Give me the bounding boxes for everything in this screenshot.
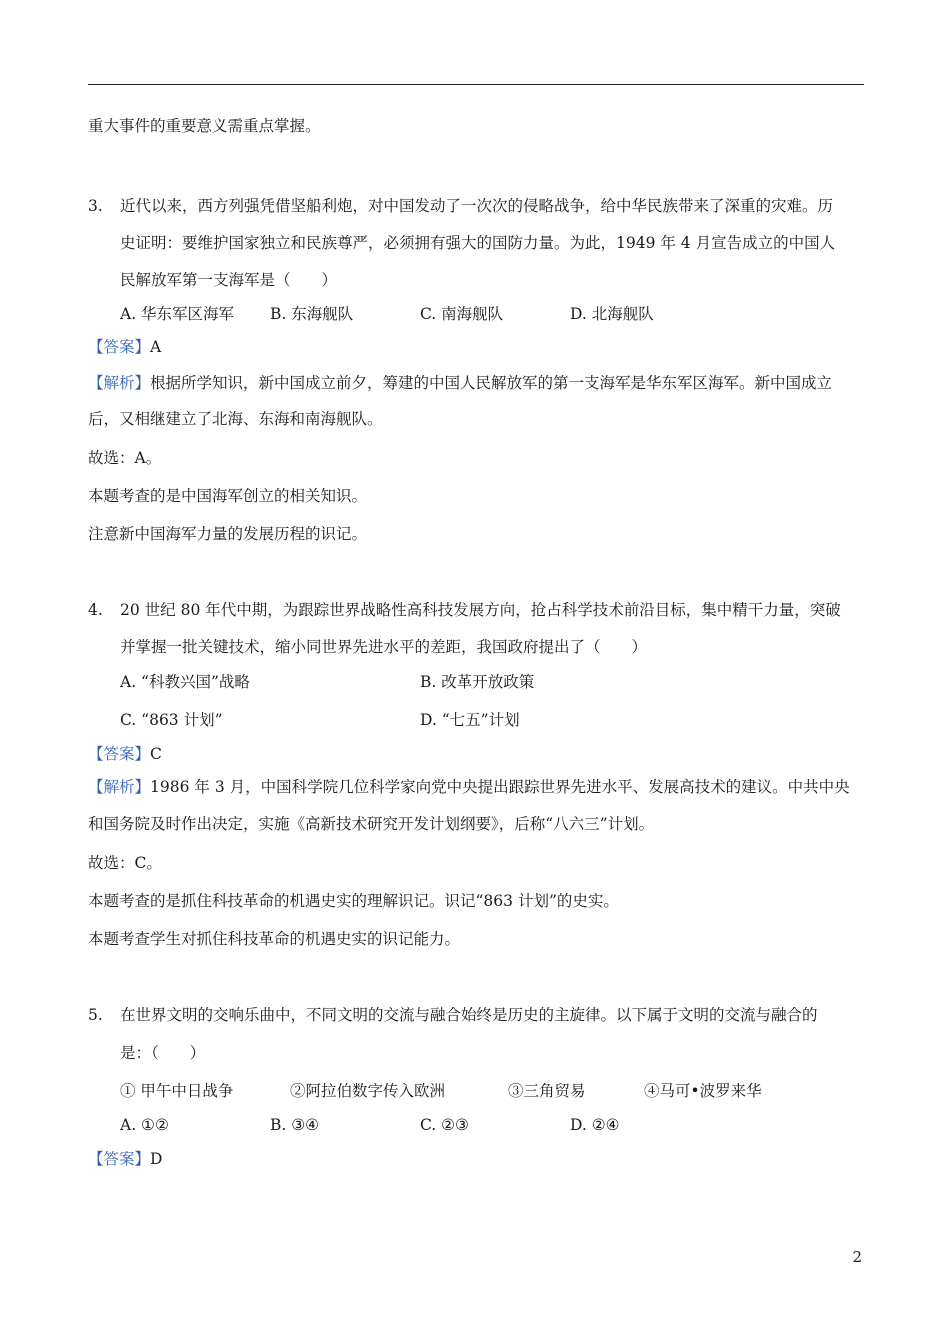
analysis-text: 后，又相继建立了北海、东海和南海舰队。 [88, 410, 383, 428]
note-line: 本题考查的是抓住科技革命的机遇史实的理解识记。识记“863 计划”的史实。 [88, 892, 619, 910]
option-a: A. 华东军区海军 [120, 305, 235, 323]
option-b: B. 改革开放政策 [420, 673, 535, 691]
header-rule [88, 84, 864, 85]
answer-tag: 【答案】 [88, 1150, 151, 1168]
question-stem-line: 史证明：要维护国家独立和民族尊严，必须拥有强大的国防力量。为此，1949 年 4 月宣告成立的中国人 [120, 234, 836, 252]
question-number: 5. [88, 1006, 103, 1024]
intro-line: 重大事件的重要意义需重点掌握。 [88, 117, 321, 135]
question-stem-line: 并掌握一批关键技术，缩小同世界先进水平的差距，我国政府提出了（ ） [120, 638, 648, 656]
note-line: 本题考查学生对抓住科技革命的机遇史实的识记能力。 [88, 930, 461, 948]
question-stem-line: 20 世纪 80 年代中期，为跟踪世界战略性高科技发展方向，抢占科学技术前沿目标，集中精干力量，突破 [120, 601, 841, 619]
option-b: B. 东海舰队 [270, 305, 354, 323]
choice-line: 故选：A。 [88, 449, 162, 467]
item-4: ④马可•波罗来华 [644, 1082, 762, 1100]
analysis-text: 1986 年 3 月，中国科学院几位科学家向党中央提出跟踪世界先进水平、发展高技术的建议。中共中央 [150, 778, 850, 796]
answer-line [88, 744, 162, 764]
question-number: 3. [88, 197, 103, 215]
item-2: ②阿拉伯数字传入欧洲 [290, 1082, 446, 1100]
answer-tag: 【答案】 [88, 338, 151, 356]
answer-value: A [150, 338, 162, 356]
option-d: D. 北海舰队 [570, 305, 654, 323]
question-stem-line: 近代以来，西方列强凭借坚船利炮，对中国发动了一次次的侵略战争，给中华民族带来了深重的灾难。历 [120, 197, 834, 215]
note-line: 本题考查的是中国海军创立的相关知识。 [88, 487, 368, 505]
option-b: B. ③④ [270, 1116, 320, 1134]
item-1: ① 甲午中日战争 [120, 1082, 234, 1100]
option-d: D. ②④ [570, 1116, 620, 1134]
note-line: 注意新中国海军力量的发展历程的识记。 [88, 525, 368, 543]
question-stem-line: 民解放军第一支海军是（ ） [120, 271, 338, 289]
page-number: 2 [852, 1248, 862, 1266]
analysis-text: 和国务院及时作出决定，实施《高新技术研究开发计划纲要》，后称“八六三”计划。 [88, 815, 655, 833]
question-stem-line: 是：（ ） [120, 1044, 206, 1062]
option-c: C. “863 计划” [120, 711, 223, 729]
answer-value: C [150, 745, 162, 763]
option-d: D. “七五”计划 [420, 711, 520, 729]
analysis-tag: 【解析】 [88, 778, 151, 796]
question-number: 4. [88, 601, 103, 619]
option-a: A. ①② [120, 1116, 169, 1134]
option-a: A. “科教兴国”战略 [120, 673, 250, 691]
choice-line: 故选：C。 [88, 854, 162, 872]
answer-value: D [150, 1150, 163, 1168]
analysis-line [88, 777, 850, 797]
question-stem-line: 在世界文明的交响乐曲中，不同文明的交流与融合始终是历史的主旋律。以下属于文明的交流与融合的 [120, 1006, 818, 1024]
answer-line [88, 337, 161, 357]
option-c: C. 南海舰队 [420, 305, 504, 323]
analysis-line [88, 373, 832, 393]
answer-tag: 【答案】 [88, 745, 151, 763]
answer-line [88, 1149, 162, 1169]
option-c: C. ②③ [420, 1116, 469, 1134]
item-3: ③三角贸易 [508, 1082, 586, 1100]
analysis-text: 根据所学知识，新中国成立前夕，筹建的中国人民解放军的第一支海军是华东军区海军。新中国成立 [150, 374, 833, 392]
analysis-tag: 【解析】 [88, 374, 151, 392]
